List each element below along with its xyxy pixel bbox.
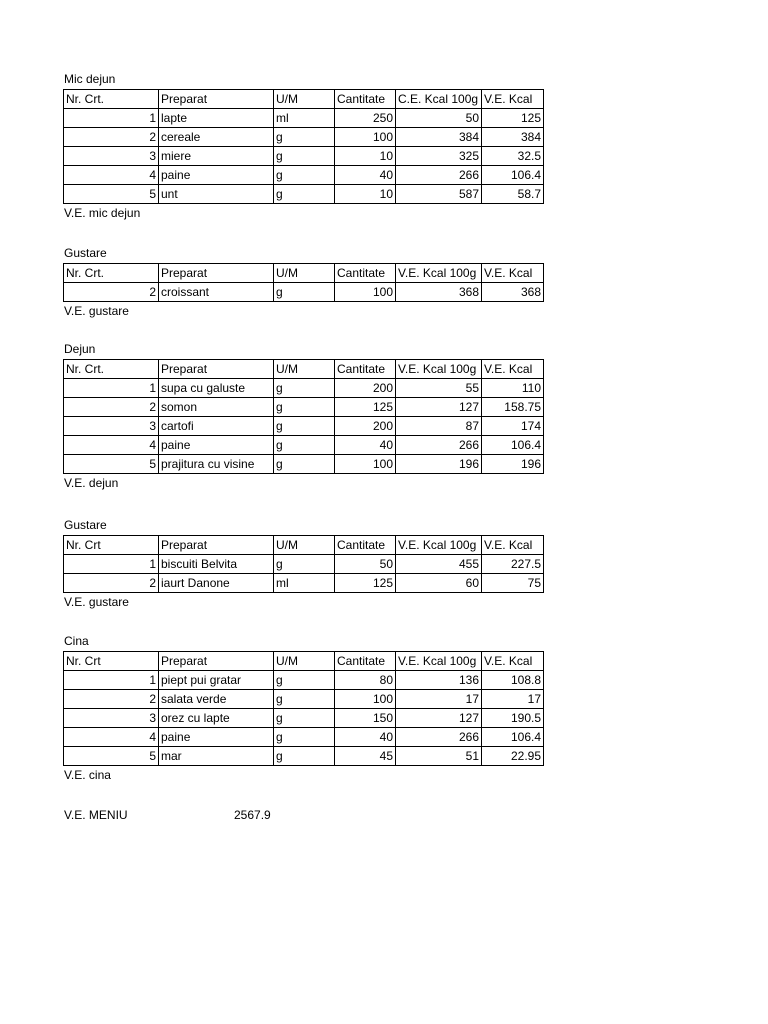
column-header: U/M <box>274 90 335 109</box>
column-header: Cantitate <box>335 652 396 671</box>
meal-table <box>63 651 544 766</box>
table-cell: 4 <box>64 166 159 185</box>
table-cell: g <box>274 185 335 204</box>
meal-section <box>63 632 544 785</box>
table-cell: 196 <box>482 455 544 474</box>
table-row <box>64 283 544 302</box>
table-cell: 3 <box>64 709 159 728</box>
table-cell: g <box>274 709 335 728</box>
meal-table <box>63 535 544 593</box>
table-cell: 58.7 <box>482 185 544 204</box>
table-cell: 5 <box>64 185 159 204</box>
table-cell: 587 <box>396 185 482 204</box>
table-cell: g <box>274 728 335 747</box>
table-cell: ml <box>274 574 335 593</box>
table-cell: salata verde <box>159 690 274 709</box>
table-row <box>64 147 544 166</box>
column-header: Cantitate <box>335 90 396 109</box>
table-cell: 1 <box>64 671 159 690</box>
table-cell: 55 <box>396 379 482 398</box>
table-cell: 45 <box>335 747 396 766</box>
table-cell: 106.4 <box>482 728 544 747</box>
table-cell: 1 <box>64 379 159 398</box>
column-header: U/M <box>274 652 335 671</box>
column-header: Cantitate <box>335 536 396 555</box>
column-header: Cantitate <box>335 264 396 283</box>
table-cell: 227.5 <box>482 555 544 574</box>
table-cell: 10 <box>335 147 396 166</box>
table-cell: 40 <box>335 166 396 185</box>
column-header: Preparat <box>159 536 274 555</box>
section-title: Gustare <box>64 518 107 532</box>
column-header: Nr. Crt <box>64 652 159 671</box>
table-cell: croissant <box>159 283 274 302</box>
table-cell: g <box>274 283 335 302</box>
table-cell: 1 <box>64 555 159 574</box>
table-row <box>64 455 544 474</box>
table-header-row <box>64 90 544 109</box>
table-cell: cartofi <box>159 417 274 436</box>
table-cell: piept pui gratar <box>159 671 274 690</box>
table-header-row <box>64 652 544 671</box>
column-header: Preparat <box>159 264 274 283</box>
table-cell: 2 <box>64 398 159 417</box>
table-row <box>64 747 544 766</box>
table-cell: 32.5 <box>482 147 544 166</box>
column-header: Preparat <box>159 90 274 109</box>
table-cell: 60 <box>396 574 482 593</box>
section-total-label: V.E. mic dejun <box>64 206 141 220</box>
table-cell: g <box>274 398 335 417</box>
table-row <box>64 555 544 574</box>
table-cell: 190.5 <box>482 709 544 728</box>
column-header: V.E. Kcal <box>482 652 544 671</box>
column-header: C.E. Kcal 100g <box>396 90 482 109</box>
table-cell: 2 <box>64 574 159 593</box>
table-row <box>64 185 544 204</box>
menu-total-label: V.E. MENIU <box>64 808 128 822</box>
section-total-label: V.E. cina <box>64 768 111 782</box>
table-cell: 125 <box>482 109 544 128</box>
table-cell: 368 <box>396 283 482 302</box>
table-cell: g <box>274 417 335 436</box>
table-header-row <box>64 360 544 379</box>
table-cell: 5 <box>64 747 159 766</box>
table-cell: g <box>274 436 335 455</box>
table-cell: 40 <box>335 728 396 747</box>
table-cell: 100 <box>335 283 396 302</box>
column-header: V.E. Kcal <box>482 264 544 283</box>
column-header: U/M <box>274 264 335 283</box>
table-cell: g <box>274 555 335 574</box>
meal-table <box>63 263 544 302</box>
table-cell: 127 <box>396 709 482 728</box>
table-cell: somon <box>159 398 274 417</box>
table-row <box>64 166 544 185</box>
table-cell: 455 <box>396 555 482 574</box>
table-row <box>64 379 544 398</box>
table-cell: 196 <box>396 455 482 474</box>
table-row <box>64 109 544 128</box>
table-cell: supa cu galuste <box>159 379 274 398</box>
table-cell: 325 <box>396 147 482 166</box>
section-total-label: V.E. gustare <box>64 595 129 609</box>
column-header: Nr. Crt. <box>64 264 159 283</box>
menu-total-row <box>63 806 363 825</box>
table-row <box>64 671 544 690</box>
table-cell: 4 <box>64 436 159 455</box>
table-row <box>64 709 544 728</box>
meal-section <box>63 70 544 223</box>
column-header: Preparat <box>159 652 274 671</box>
table-cell: 106.4 <box>482 166 544 185</box>
table-cell: 75 <box>482 574 544 593</box>
table-row <box>64 728 544 747</box>
column-header: V.E. Kcal 100g <box>396 536 482 555</box>
table-cell: iaurt Danone <box>159 574 274 593</box>
table-cell: 40 <box>335 436 396 455</box>
table-cell: cereale <box>159 128 274 147</box>
meal-table <box>63 359 544 474</box>
table-cell: miere <box>159 147 274 166</box>
column-header: V.E. Kcal <box>482 90 544 109</box>
table-cell: 127 <box>396 398 482 417</box>
table-cell: unt <box>159 185 274 204</box>
table-cell: 50 <box>335 555 396 574</box>
table-cell: 87 <box>396 417 482 436</box>
table-row <box>64 574 544 593</box>
table-cell: 2 <box>64 128 159 147</box>
table-cell: 80 <box>335 671 396 690</box>
table-cell: g <box>274 690 335 709</box>
section-total-label: V.E. dejun <box>64 476 119 490</box>
column-header: V.E. Kcal 100g <box>396 652 482 671</box>
meal-section <box>63 516 544 612</box>
table-cell: 100 <box>335 455 396 474</box>
table-cell: g <box>274 147 335 166</box>
table-cell: mar <box>159 747 274 766</box>
column-header: Nr. Crt. <box>64 90 159 109</box>
table-cell: g <box>274 379 335 398</box>
table-row <box>64 417 544 436</box>
table-cell: g <box>274 671 335 690</box>
column-header: U/M <box>274 536 335 555</box>
table-cell: biscuiti Belvita <box>159 555 274 574</box>
table-cell: 1 <box>64 109 159 128</box>
table-cell: paine <box>159 166 274 185</box>
table-cell: 125 <box>335 574 396 593</box>
table-cell: 158.75 <box>482 398 544 417</box>
column-header: Nr. Crt. <box>64 360 159 379</box>
table-cell: 384 <box>396 128 482 147</box>
table-cell: 5 <box>64 455 159 474</box>
section-title: Mic dejun <box>64 72 116 86</box>
table-row <box>64 436 544 455</box>
table-cell: 17 <box>396 690 482 709</box>
table-cell: 100 <box>335 690 396 709</box>
table-cell: 22.95 <box>482 747 544 766</box>
table-cell: 3 <box>64 417 159 436</box>
column-header: Nr. Crt <box>64 536 159 555</box>
table-cell: paine <box>159 436 274 455</box>
table-cell: 266 <box>396 436 482 455</box>
meal-table <box>63 89 544 204</box>
table-cell: 108.8 <box>482 671 544 690</box>
table-cell: ml <box>274 109 335 128</box>
column-header: Cantitate <box>335 360 396 379</box>
column-header: V.E. Kcal 100g <box>396 360 482 379</box>
table-cell: 150 <box>335 709 396 728</box>
table-header-row <box>64 536 544 555</box>
table-cell: 4 <box>64 728 159 747</box>
table-cell: 174 <box>482 417 544 436</box>
column-header: Preparat <box>159 360 274 379</box>
column-header: V.E. Kcal 100g <box>396 264 482 283</box>
section-total-label: V.E. gustare <box>64 304 129 318</box>
column-header: V.E. Kcal <box>482 360 544 379</box>
menu-total-value: 2567.9 <box>234 808 271 822</box>
table-cell: g <box>274 166 335 185</box>
table-cell: 125 <box>335 398 396 417</box>
column-header: V.E. Kcal <box>482 536 544 555</box>
table-cell: 266 <box>396 166 482 185</box>
table-cell: 51 <box>396 747 482 766</box>
table-cell: g <box>274 128 335 147</box>
table-row <box>64 398 544 417</box>
table-cell: 17 <box>482 690 544 709</box>
meal-section <box>63 244 544 321</box>
section-title: Gustare <box>64 246 107 260</box>
table-row <box>64 128 544 147</box>
table-cell: 110 <box>482 379 544 398</box>
table-cell: 3 <box>64 147 159 166</box>
table-cell: lapte <box>159 109 274 128</box>
table-cell: 200 <box>335 417 396 436</box>
table-cell: 50 <box>396 109 482 128</box>
table-cell: g <box>274 455 335 474</box>
table-cell: 136 <box>396 671 482 690</box>
table-cell: 10 <box>335 185 396 204</box>
table-cell: 2 <box>64 283 159 302</box>
table-cell: prajitura cu visine <box>159 455 274 474</box>
column-header: U/M <box>274 360 335 379</box>
table-cell: paine <box>159 728 274 747</box>
section-title: Dejun <box>64 342 96 356</box>
table-cell: 200 <box>335 379 396 398</box>
table-cell: 384 <box>482 128 544 147</box>
table-cell: 250 <box>335 109 396 128</box>
table-row <box>64 690 544 709</box>
table-cell: 2 <box>64 690 159 709</box>
table-cell: 106.4 <box>482 436 544 455</box>
section-title: Cina <box>64 634 89 648</box>
meal-section <box>63 340 544 493</box>
table-cell: g <box>274 747 335 766</box>
table-header-row <box>64 264 544 283</box>
table-cell: 368 <box>482 283 544 302</box>
table-cell: orez cu lapte <box>159 709 274 728</box>
table-cell: 266 <box>396 728 482 747</box>
table-cell: 100 <box>335 128 396 147</box>
